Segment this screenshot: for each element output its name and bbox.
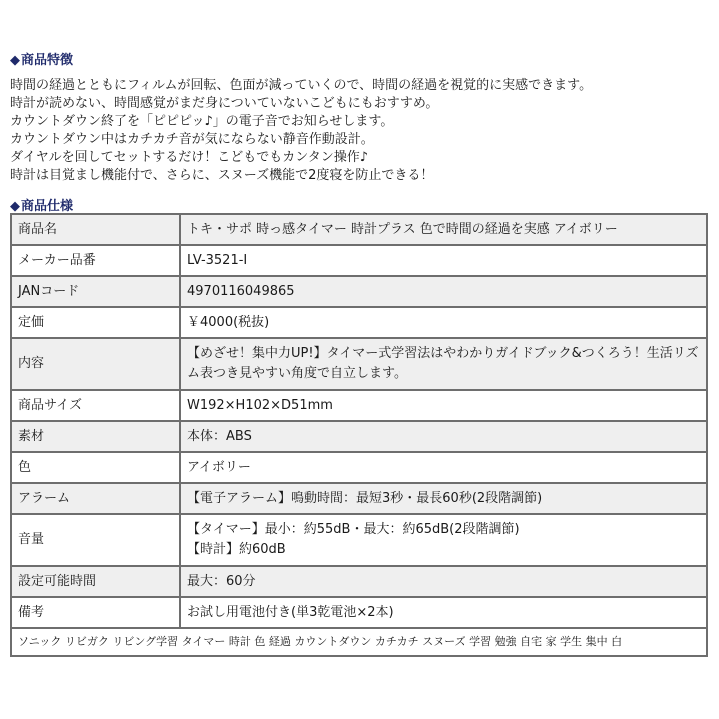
spec-row-alarm [11, 483, 707, 514]
spec-label: メーカー品番 [11, 245, 180, 276]
spec-value: お試し用電池付き(単3乾電池×2本) [180, 597, 707, 628]
spec-row-contents [11, 338, 707, 390]
spec-row-price [11, 307, 707, 338]
diamond-icon: ◆ [10, 199, 20, 214]
keywords-row [11, 628, 707, 656]
features-heading [10, 49, 73, 68]
spec-label: 素材 [11, 421, 180, 452]
spec-label: 音量 [11, 514, 180, 566]
spec-label: 備考 [11, 597, 180, 628]
specs-heading [10, 195, 73, 214]
diamond-icon: ◆ [10, 53, 20, 68]
feature-list [10, 77, 592, 185]
spec-label: 定価 [11, 307, 180, 338]
spec-value: W192×H102×D51mm [180, 390, 707, 421]
spec-label: 色 [11, 452, 180, 483]
feature-line: 時計は目覚まし機能付で、さらに、スヌーズ機能で2度寝を防止できる！ [10, 168, 434, 183]
spec-value-line: 【時計】約60dB [187, 542, 286, 557]
spec-value: トキ・サポ 時っ感タイマー 時計プラス 色で時間の経過を実感 アイボリー [180, 214, 707, 245]
spec-row-color [11, 452, 707, 483]
feature-line: ダイヤルを回してセットするだけ！こどもでもカンタン操作♪ [10, 150, 368, 165]
spec-value: 最大：60分 [180, 566, 707, 597]
spec-value-line: 【タイマー】最小：約55dB・最大：約65dB(2段階調節) [187, 522, 520, 537]
spec-row-model-number [11, 245, 707, 276]
spec-label: JANコード [11, 276, 180, 307]
spec-value: 4970116049865 [180, 276, 707, 307]
spec-label: 商品名 [11, 214, 180, 245]
feature-line: カウントダウン終了を「ピピピッ♪」の電子音でお知らせします。 [10, 114, 394, 129]
spec-row-product-name [11, 214, 707, 245]
spec-value: 【めざせ！集中力UP!】タイマー式学習法はやわかりガイドブック&つくろう！生活リズム表つき見やすい角度で自立します。 [180, 338, 707, 390]
features-heading-text: 商品特徴 [21, 53, 74, 68]
spec-value: 本体：ABS [180, 421, 707, 452]
feature-line: 時計が読めない、時間感覚がまだ身についていないこどもにもおすすめ。 [10, 96, 439, 111]
spec-value: 【電子アラーム】鳴動時間：最短3秒・最長60秒(2段階調節) [180, 483, 707, 514]
spec-label: 設定可能時間 [11, 566, 180, 597]
spec-row-settable-time [11, 566, 707, 597]
spec-value: LV-3521-I [180, 245, 707, 276]
spec-row-remarks [11, 597, 707, 628]
keywords-text: ソニック リビガク リビング学習 タイマー 時計 色 経過 カウントダウン カチカチ スヌーズ 学習 勉強 自宅 家 学生 集中 白 [11, 628, 707, 656]
spec-row-jan-code [11, 276, 707, 307]
spec-table [10, 213, 708, 657]
feature-line: 時間の経過とともにフィルムが回転、色面が減っていくので、時間の経過を視覚的に実感できます。 [10, 78, 593, 93]
spec-value: ￥4000(税抜) [180, 307, 707, 338]
spec-value: アイボリー [180, 452, 707, 483]
spec-value [180, 514, 707, 566]
spec-label: 商品サイズ [11, 390, 180, 421]
spec-row-volume [11, 514, 707, 566]
spec-row-size [11, 390, 707, 421]
spec-label: アラーム [11, 483, 180, 514]
spec-label: 内容 [11, 338, 180, 390]
feature-line: カウントダウン中はカチカチ音が気にならない静音作動設計。 [10, 132, 374, 147]
spec-row-material [11, 421, 707, 452]
specs-heading-text: 商品仕様 [21, 199, 74, 214]
